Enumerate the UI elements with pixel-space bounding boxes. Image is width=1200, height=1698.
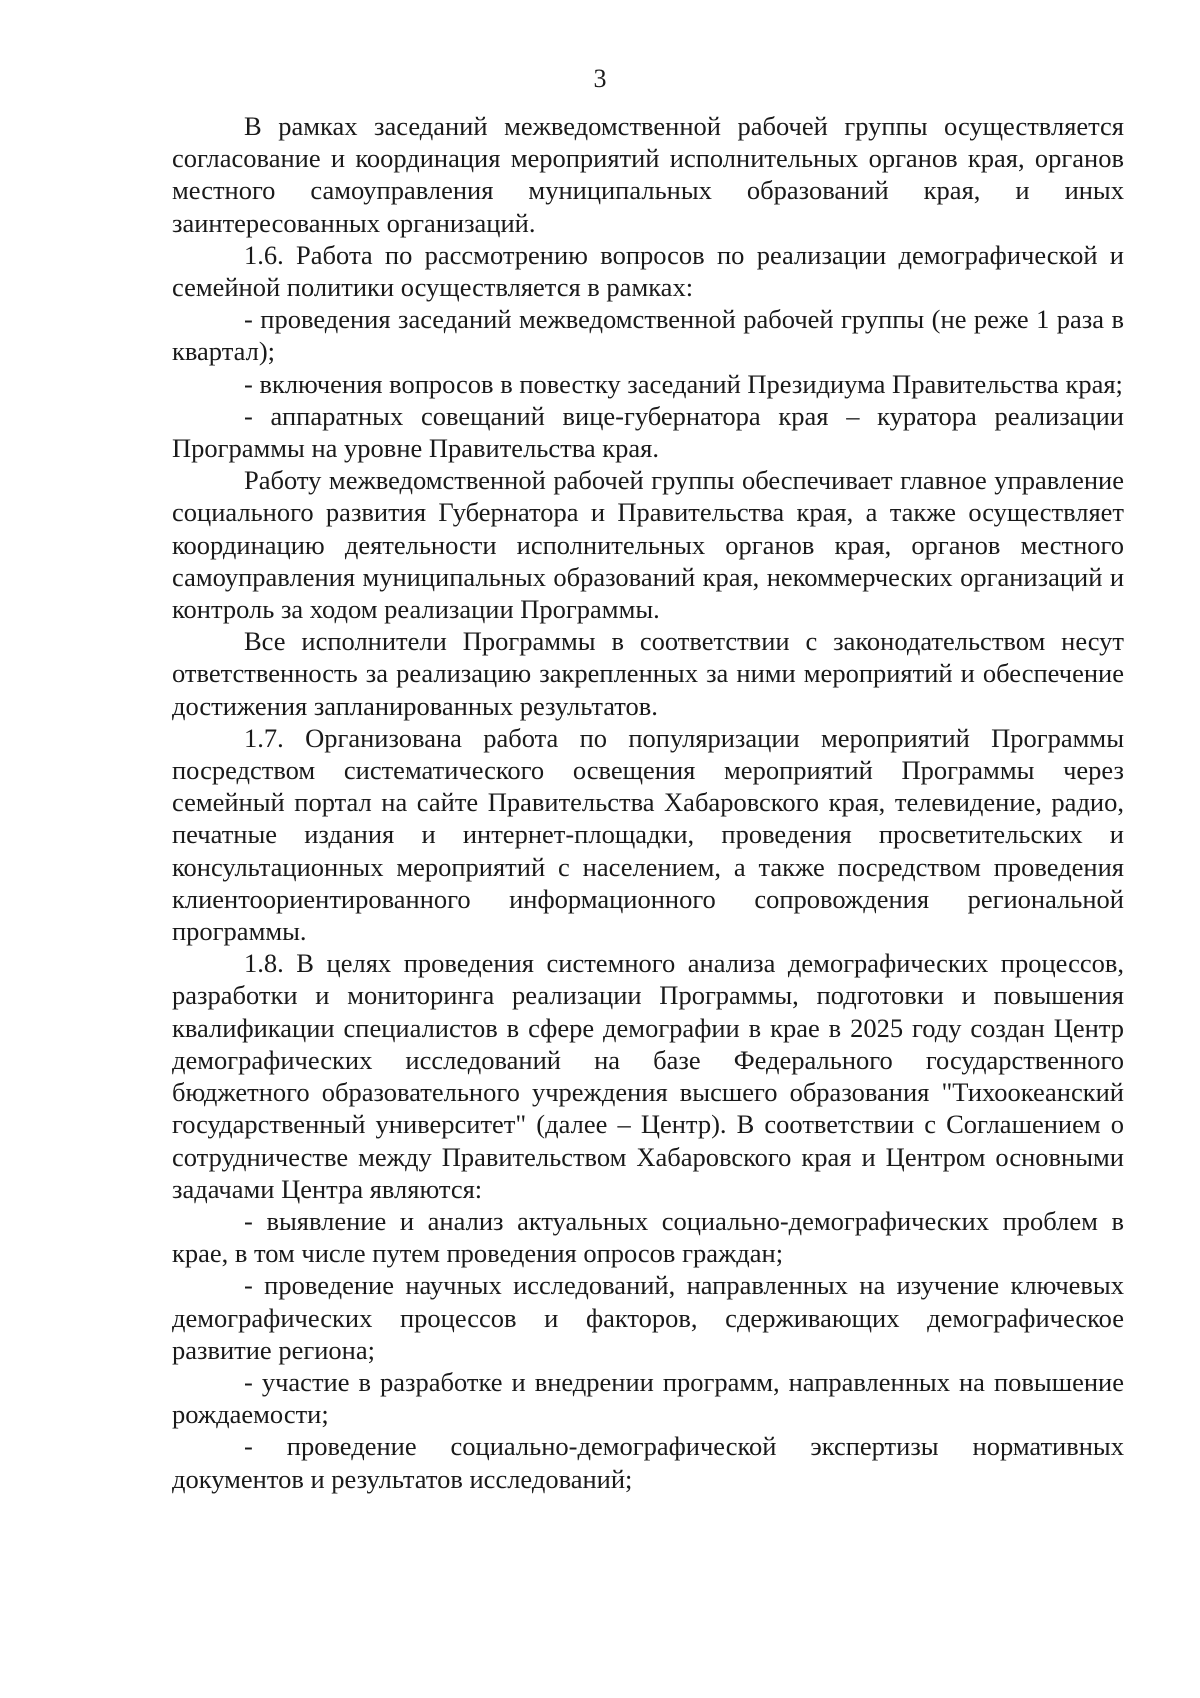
list-item-birth-rate-programs: - участие в разработке и внедрении программ, направленных на повышение рождаемости; (172, 1366, 1124, 1430)
paragraph-executors-responsibility: Все исполнители Программы в соответствии с законодательством несут ответственность за реализацию закрепленных за ними мероприятий и обеспечение достижения запланированных результатов. (172, 626, 1124, 721)
list-item-problem-analysis: - выявление и анализ актуальных социально-демографических проблем в крае, в том числе путем проведения опросов граждан; (172, 1205, 1124, 1269)
paragraph-working-group-support: Работу межведомственной рабочей группы обеспечивает главное управление социального развития Губернатора и Правительства края, а также осуществляет координацию деятельности исполнительных органов края, органов местного самоуправления муниципальных образований края, некоммерческих организаций и контроль за ходом реализации Программы. (172, 465, 1124, 625)
list-item-working-group-meetings: - проведения заседаний межведомственной рабочей группы (не реже 1 раза в квартал); (172, 304, 1124, 367)
document-body (172, 110, 1124, 1495)
paragraph-1-8-research-center: 1.8. В целях проведения системного анализа демографических процессов, разработки и мониторинга реализации Программы, подготовки и повышения квалификации специалистов в сфере демографии в крае в 2025 году создан Центр демографических исследований на базе Федерального государственного бюджетного образовательного учреждения высшего образования "Тихоокеанский государственный университет" (далее – Центр). В соответствии с Соглашением о сотрудничестве между Правительством Хабаровского края и Центром основными задачами Центра являются: (172, 948, 1124, 1204)
list-item-expert-review: - проведение социально-демографической экспертизы нормативных документов и результатов исследований; (172, 1431, 1124, 1494)
paragraph-working-group-coordination: В рамках заседаний межведомственной рабочей группы осуществляется согласование и координация мероприятий исполнительных органов края, органов местного самоуправления муниципальных образований края, и иных заинтересованных организаций. (172, 111, 1124, 238)
paragraph-1-7-popularization: 1.7. Организована работа по популяризации мероприятий Программы посредством систематического освещения мероприятий Программы через семейный портал на сайте Правительства Хабаровского края, телевидение, радио, печатные издания и интернет-площадки, проведения просветительских и консультационных мероприятий с населением, а также посредством проведения клиентоориентированного информационного сопровождения региональной программы. (172, 722, 1124, 947)
list-item-presidium-agenda: - включения вопросов в повестку заседаний Президиума Правительства края; (244, 368, 1123, 399)
list-item-scientific-research: - проведение научных исследований, направленных на изучение ключевых демографических процессов и факторов, сдерживающих демографическое развитие региона; (172, 1270, 1124, 1365)
page-number: 3 (593, 64, 607, 93)
list-item-vice-governor-meetings: - аппаратных совещаний вице-губернатора края – куратора реализации Программы на уровне Правительства края. (172, 400, 1124, 464)
paragraph-1-6-policy-work: 1.6. Работа по рассмотрению вопросов по реализации демографической и семейной политики осуществляется в рамках: (172, 239, 1124, 303)
